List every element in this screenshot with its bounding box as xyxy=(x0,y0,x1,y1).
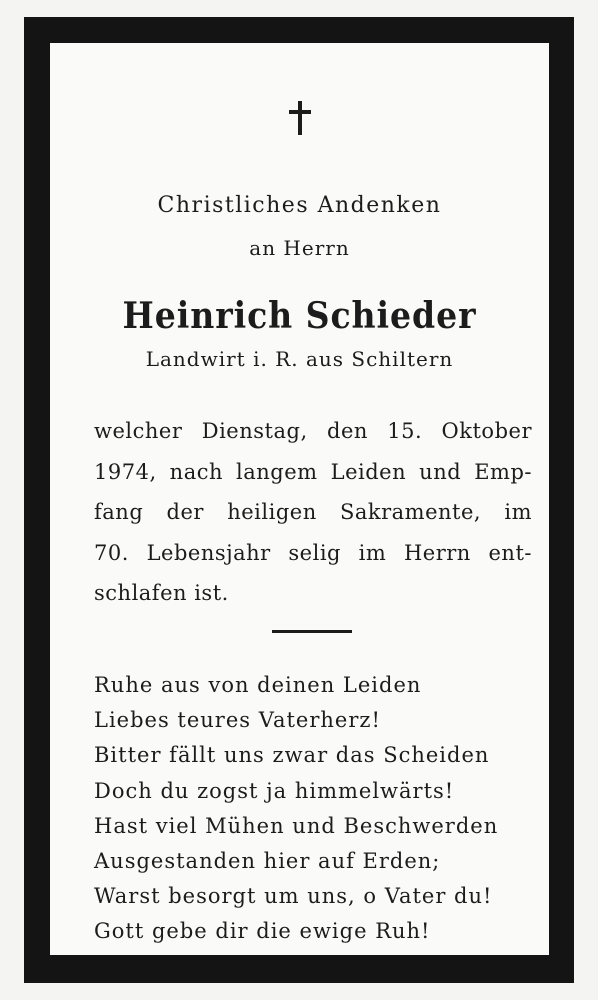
poem xyxy=(94,668,532,950)
dedication: an Herrn xyxy=(249,236,350,260)
heading: Christliches Andenken xyxy=(157,193,442,218)
deceased-name: Heinrich Schieder xyxy=(122,295,477,337)
poem-line: Doch du zogst ja himmelwärts! xyxy=(94,778,455,803)
poem-line: Ruhe aus von deinen Leiden xyxy=(94,673,422,697)
deceased-role: Landwirt i. R. aus Schiltern xyxy=(145,347,454,371)
cross-icon xyxy=(50,101,549,144)
poem-line: Warst besorgt um uns, o Vater du! xyxy=(94,884,493,909)
poem-line: Gott gebe dir die ewige Ruh! xyxy=(94,919,431,944)
obituary-line: schlafen ist. xyxy=(94,581,229,605)
memorial-card xyxy=(24,17,574,983)
poem-line: Bitter fällt uns zwar das Scheiden xyxy=(94,743,490,768)
obituary-line: welcher Dienstag, den 15. Oktober xyxy=(94,419,532,443)
divider xyxy=(272,630,352,633)
poem-line: Ausgestanden hier auf Erden; xyxy=(94,848,441,873)
card-paper xyxy=(50,43,549,955)
poem-line: Liebes teures Vaterherz! xyxy=(94,708,381,733)
obituary-line: fang der heiligen Sakramente, im xyxy=(94,500,532,524)
poem-line: Hast viel Mühen und Beschwerden xyxy=(94,813,499,838)
obituary-line: 70. Lebensjahr selig im Herrn ent- xyxy=(94,540,532,565)
obituary-line: 1974, nach langem Leiden und Emp- xyxy=(94,459,532,484)
obituary-text xyxy=(94,411,532,614)
